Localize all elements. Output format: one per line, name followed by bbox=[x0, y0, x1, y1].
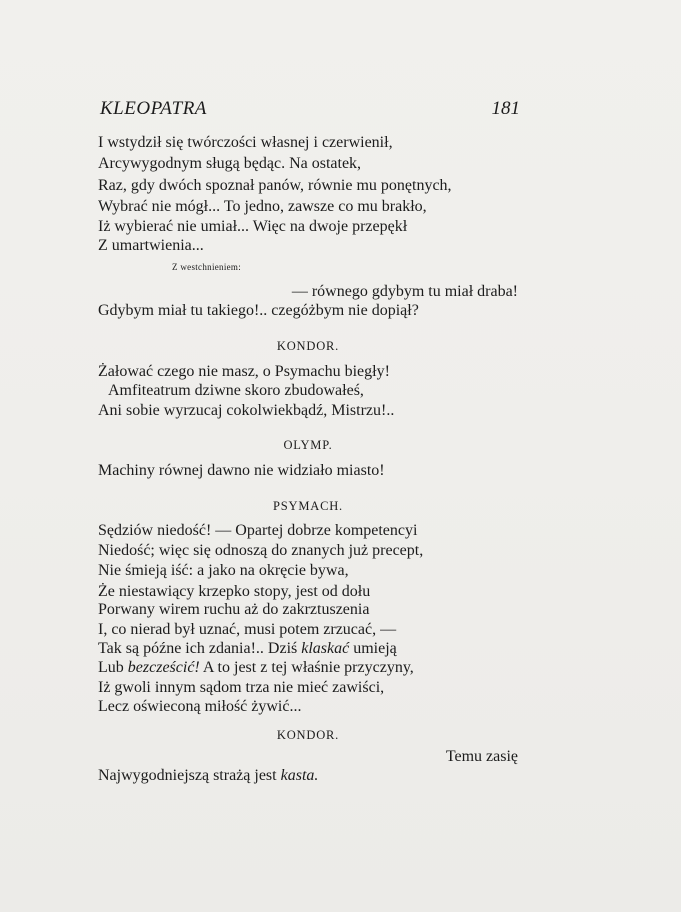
verse-line: Sędziów niedość! — Opartej dobrze kompetencyi bbox=[98, 522, 418, 539]
verse-line: Lecz oświeconą miłość żywić... bbox=[98, 698, 302, 715]
verse-line bbox=[98, 639, 397, 659]
verse-line: Arcywygodnym sługą będąc. Na ostatek, bbox=[98, 155, 362, 172]
verse-line: Że niestawiący krzepko stopy, jest od dołu bbox=[98, 583, 371, 600]
verse-line: Z umartwienia... bbox=[98, 237, 204, 254]
speaker-name: OLYMP. bbox=[283, 438, 333, 452]
emphasis-word: klaskać bbox=[301, 640, 350, 657]
verse-line: — równego gdybym tu miał draba! bbox=[291, 283, 518, 300]
speaker-name: PSYMACH. bbox=[273, 499, 343, 513]
speaker-name: KONDOR. bbox=[276, 728, 340, 742]
verse-line: Machiny równej dawno nie widziało miasto! bbox=[98, 462, 385, 479]
verse-line: Ani sobie wyrzucaj cokolwiekbądź, Mistrzu!.. bbox=[98, 402, 395, 419]
verse-line bbox=[98, 658, 414, 678]
verse-line: Temu zasię bbox=[445, 748, 518, 765]
stage-direction: Z westchnieniem: bbox=[172, 262, 242, 272]
verse-fragment: A to jest z tej właśnie przyczyny, bbox=[202, 659, 414, 676]
verse-line: Gdybym miał tu takiego!.. czegóżbym nie dopiął? bbox=[98, 302, 419, 319]
verse-line: Iż gwoli innym sądom trza nie mieć zawiści, bbox=[98, 679, 385, 696]
verse-line: Iż wybierać nie umiał... Więc na dwoje przepękł bbox=[98, 218, 408, 235]
running-title: KLEOPATRA bbox=[100, 98, 207, 119]
verse-line: Raz, gdy dwóch spoznał panów, równie mu ponętnych, bbox=[98, 177, 452, 194]
verse-line: Niedość; więc się odnoszą do znanych już precept, bbox=[98, 542, 424, 559]
verse-fragment: Tak są późne ich zdania!.. Dziś bbox=[98, 640, 298, 657]
verse-line: I, co nierad był uznać, musi potem zrzucać, — bbox=[98, 621, 397, 638]
verse-line: Żałować czego nie masz, o Psymachu biegły! bbox=[98, 363, 390, 380]
verse-line: Wybrać nie mógł... To jedno, zawsze co mu brakło, bbox=[98, 198, 427, 215]
verse-line: Porwany wirem ruchu aż do zakrztuszenia bbox=[98, 601, 370, 618]
verse-line bbox=[98, 766, 318, 786]
verse-fragment: umieją bbox=[353, 640, 397, 657]
emphasis-word: bezcześcić! bbox=[127, 659, 200, 676]
verse-fragment: Najwygodniejszą strażą jest bbox=[98, 767, 277, 784]
verse-line: Amfiteatrum dziwne skoro zbudowałeś, bbox=[108, 382, 364, 399]
speaker-name: KONDOR. bbox=[276, 339, 340, 353]
emphasis-word: kasta. bbox=[280, 767, 319, 784]
verse-line: I wstydził się twórczości własnej i czerwienił, bbox=[98, 134, 393, 151]
page-number: 181 bbox=[491, 98, 520, 119]
verse-fragment: Lub bbox=[98, 659, 124, 676]
page-header bbox=[100, 98, 520, 122]
verse-line: Nie śmieją iść: a jako na okręcie bywa, bbox=[98, 562, 349, 579]
